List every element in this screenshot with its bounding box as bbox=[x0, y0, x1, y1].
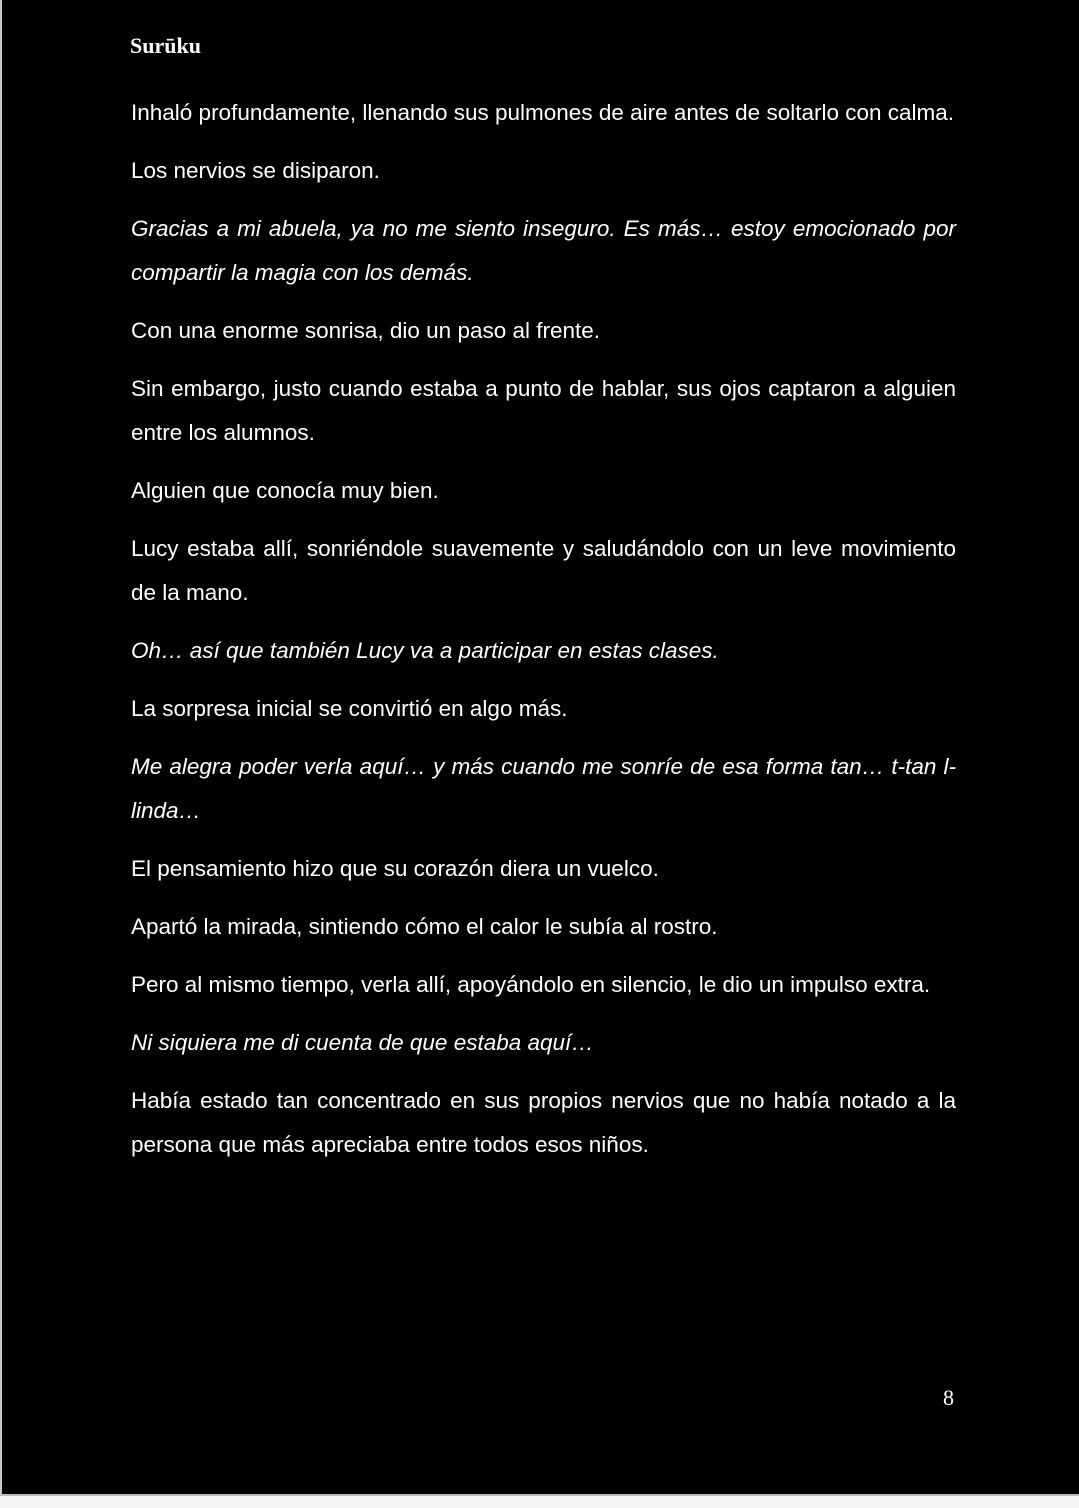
page-body bbox=[131, 91, 956, 1181]
running-header-title: Surūku bbox=[130, 33, 201, 58]
page-number: 8 bbox=[943, 1385, 954, 1410]
paragraph-2: Los nervios se disiparon. bbox=[131, 158, 380, 183]
paragraph-13: Pero al mismo tiempo, verla allí, apoyándolo en silencio, le dio un impulso extra. bbox=[131, 972, 931, 997]
paragraph-4: Con una enorme sonrisa, dio un paso al frente. bbox=[131, 318, 601, 343]
paragraph-11: El pensamiento hizo que su corazón diera un vuelco. bbox=[131, 856, 659, 881]
paragraph-15: Había estado tan concentrado en sus propios nervios que no había notado a la persona que más apreciaba entre todos esos niños. bbox=[131, 1088, 956, 1157]
paragraph-5: Sin embargo, justo cuando estaba a punto de hablar, sus ojos captaron a alguien entre los alumnos. bbox=[131, 376, 956, 445]
paragraph-8-thought: Oh… así que también Lucy va a participar en estas clases. bbox=[131, 638, 719, 663]
paragraph-1: Inhaló profundamente, llenando sus pulmones de aire antes de soltarlo con calma. bbox=[131, 100, 955, 125]
paragraph-14-thought: Ni siquiera me di cuenta de que estaba aquí… bbox=[131, 1030, 594, 1055]
paragraph-9: La sorpresa inicial se convirtió en algo más. bbox=[131, 696, 568, 721]
paragraph-3-thought: Gracias a mi abuela, ya no me siento inseguro. Es más… estoy emocionado por compartir la magia con los demás. bbox=[131, 216, 956, 285]
paragraph-10-thought: Me alegra poder verla aquí… y más cuando me sonríe de esa forma tan… t-tan l-linda… bbox=[131, 754, 956, 823]
paragraph-6: Alguien que conocía muy bien. bbox=[131, 478, 439, 503]
paragraph-12: Apartó la mirada, sintiendo cómo el calor le subía al rostro. bbox=[131, 914, 718, 939]
paragraph-7: Lucy estaba allí, sonriéndole suavemente y saludándolo con un leve movimiento de la mano. bbox=[131, 536, 956, 605]
